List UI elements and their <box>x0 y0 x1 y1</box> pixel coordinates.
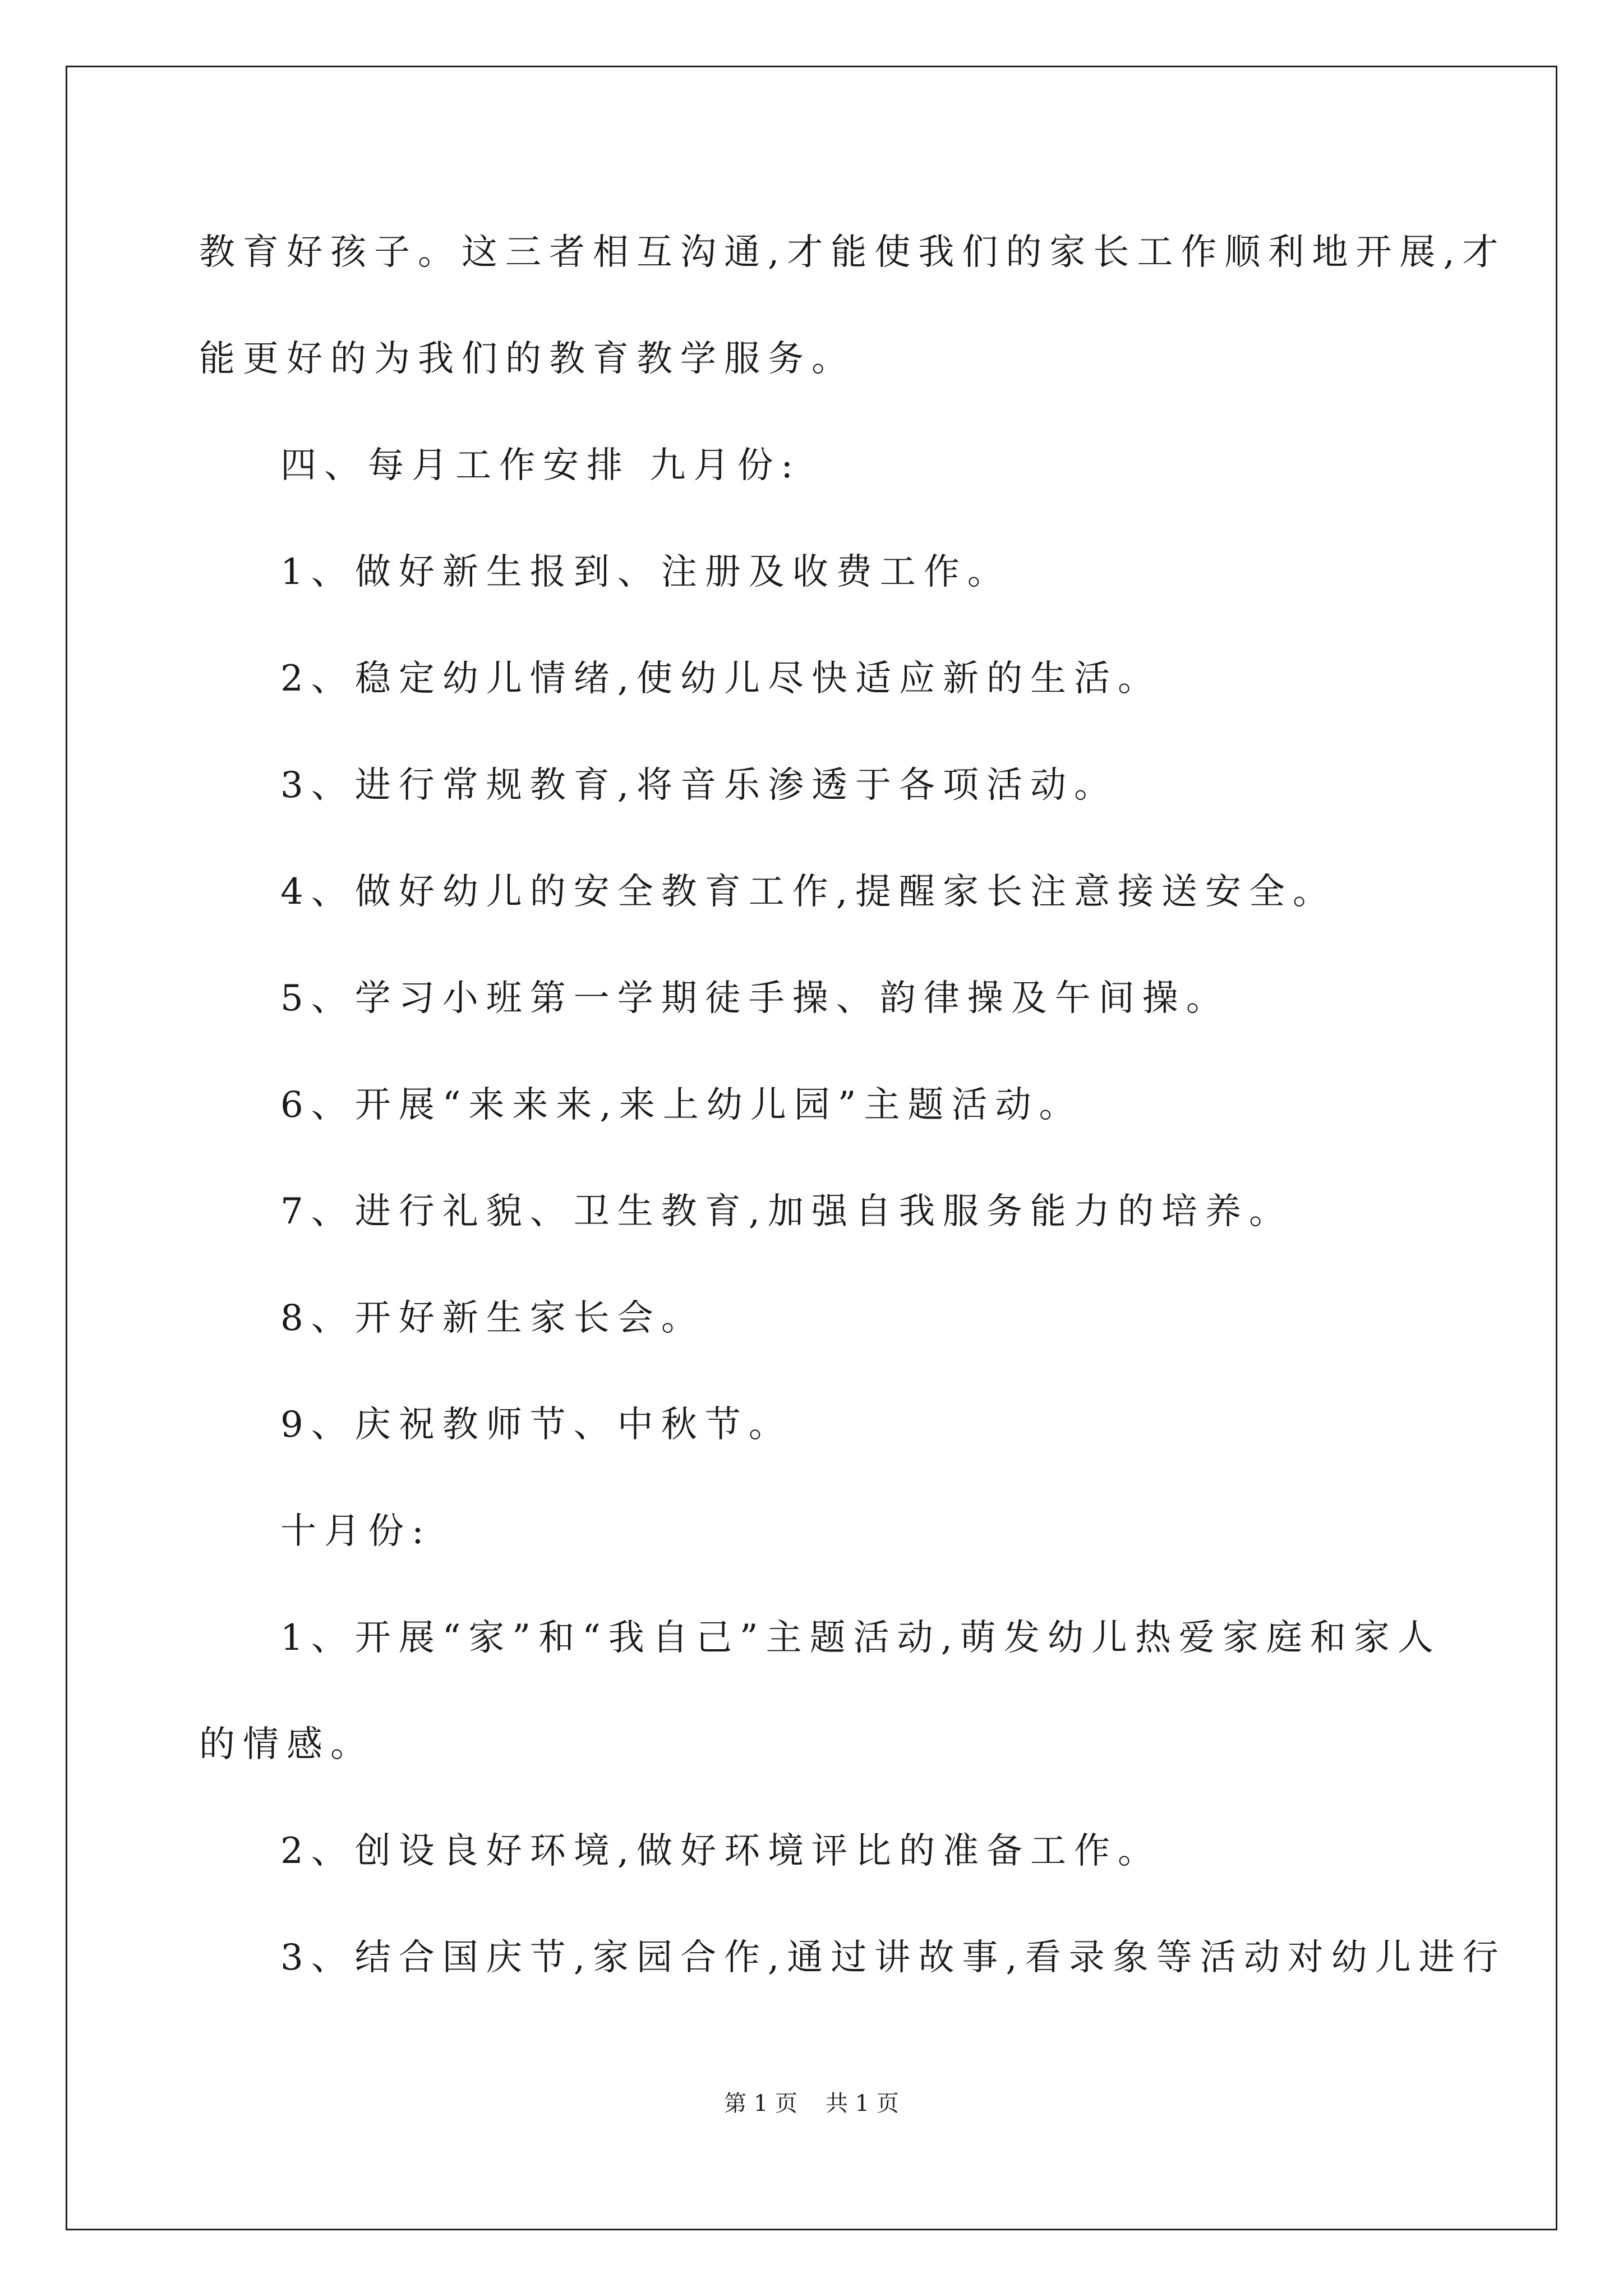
list-item: 4、做好幼儿的安全教育工作,提醒家长注意接送安全。 <box>280 871 1337 913</box>
list-item: 9、庆祝教师节、中秋节。 <box>280 1404 792 1446</box>
list-item: 1、开展“家”和“我自己”主题活动,萌发幼儿热爱家庭和家人 <box>280 1617 1441 1659</box>
paragraph-line: 教育好孩子。这三者相互沟通,才能使我们的家长工作顺利地开展,才 <box>199 232 1506 273</box>
page-number: 第 1 页 <box>724 2091 797 2116</box>
list-item: 3、结合国庆节,家园合作,通过讲故事,看录象等活动对幼儿进行 <box>280 1937 1506 1978</box>
list-item: 1、做好新生报到、注册及收费工作。 <box>280 551 1011 593</box>
section-heading: 十月份: <box>280 1511 432 1552</box>
list-item: 5、学习小班第一学期徒手操、韵律操及午间操。 <box>280 978 1230 1019</box>
paragraph-line: 的情感。 <box>199 1724 374 1765</box>
paragraph-line: 能更好的为我们的教育教学服务。 <box>199 338 855 380</box>
list-item: 6、开展“来来来,来上幼儿园”主题活动。 <box>280 1084 1083 1126</box>
list-item: 8、开好新生家长会。 <box>280 1297 705 1339</box>
list-item: 2、稳定幼儿情绪,使幼儿尽快适应新的生活。 <box>280 658 1162 700</box>
section-heading: 四、每月工作安排 九月份: <box>280 445 801 486</box>
list-item: 2、创设良好环境,做好环境评比的准备工作。 <box>280 1830 1162 1872</box>
list-item: 3、进行常规教育,将音乐渗透于各项活动。 <box>280 765 1118 806</box>
page-footer <box>0 2090 1623 2118</box>
page-border <box>66 66 1557 2230</box>
list-item: 7、进行礼貌、卫生教育,加强自我服务能力的培养。 <box>280 1191 1293 1232</box>
page-total: 共 1 页 <box>826 2091 899 2116</box>
